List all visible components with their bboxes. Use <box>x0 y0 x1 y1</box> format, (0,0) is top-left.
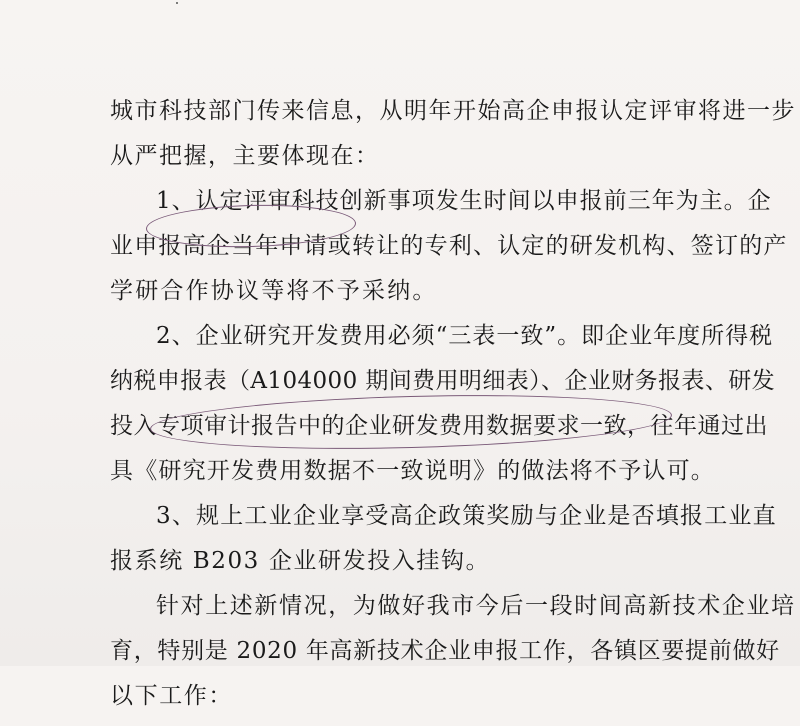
text-line: 业申报高企当年申请或转让的专利、认定的研发机构、签订的产 <box>110 233 788 259</box>
text-line: 2、企业研究开发费用必须“三表一致”。即企业年度所得税 <box>156 323 774 349</box>
text-line: 学研合作协议等将不予采纳。 <box>110 278 438 304</box>
text-line: 育，特别是 2020 年高新技术企业申报工作，各镇区要提前做好 <box>110 638 780 664</box>
text-line: 3、规上工业企业享受高企政策奖励与企业是否填报工业直 <box>156 503 777 529</box>
document-body <box>110 96 796 726</box>
text-line: 1、认定评审科技创新事项发生时间以申报前三年为主。企 <box>156 188 772 214</box>
text-line: 以下工作： <box>110 683 233 709</box>
text-line: 报系统 B203 企业研发投入挂钩。 <box>110 548 491 574</box>
text-line: 针对上述新情况，为做好我市今后一段时间高新技术企业培 <box>156 593 796 619</box>
text-line: 纳税申报表（A104000 期间费用明细表）、企业财务报表、研发 <box>110 368 776 394</box>
scan-speck <box>176 2 178 4</box>
text-line: 城市科技部门传来信息，从明年开始高企申报认定评审将进一步 <box>110 98 796 124</box>
text-line: 具《研究开发费用数据不一致说明》的做法将不予认可。 <box>110 458 715 484</box>
text-line: 投入专项审计报告中的企业研发费用数据要求一致，往年通过出 <box>110 413 768 439</box>
text-line: 从严把握，主要体现在： <box>110 143 380 169</box>
